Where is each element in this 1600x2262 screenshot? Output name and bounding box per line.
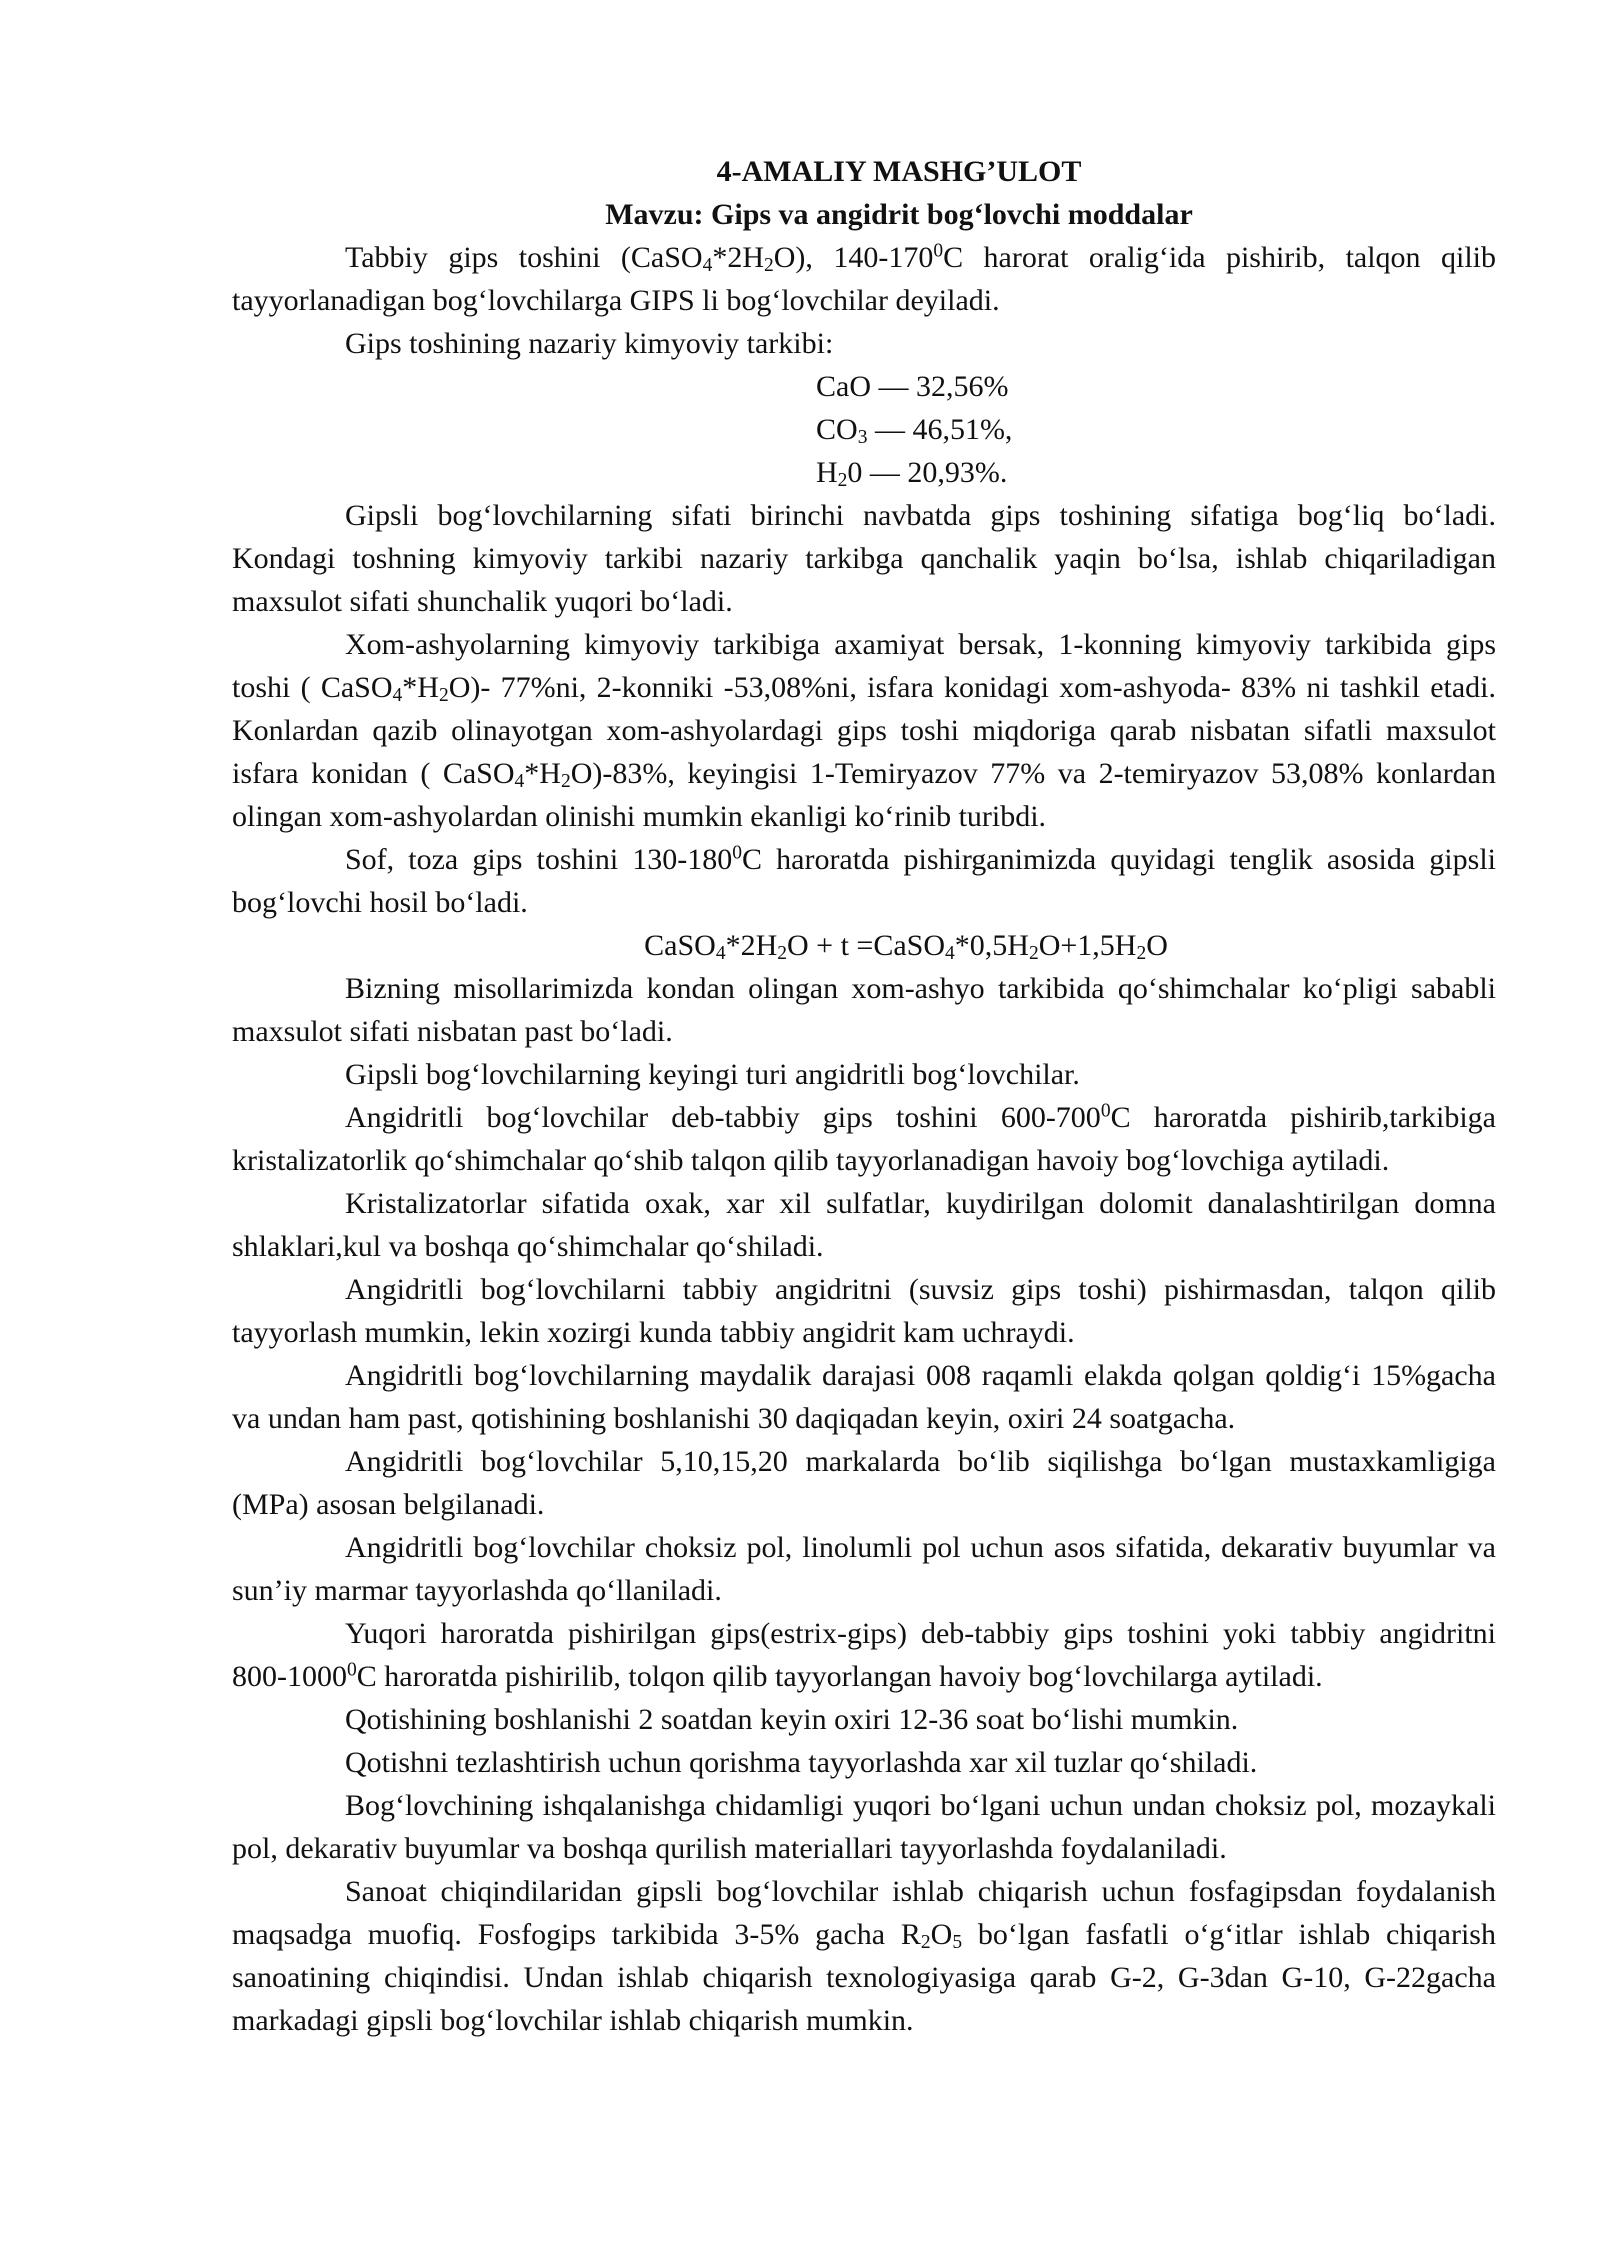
paragraph-gips-definition: Tabbiy gips toshini $(CaSO_4*2H_2O)$, $140-170^0C$ harorat oralig‘ida pishirib, talqon qilib tayyorlanadigan bog‘lovchilarga GIPS li bog‘lovchilar deyiladi. bbox=[232, 240, 1496, 317]
composition-co3: $CO_3$ — 46,51%, bbox=[816, 413, 1013, 448]
paragraph-anhydrite-definition: Angidritli bog‘lovchilar deb-tabbiy gips toshini $600-700^0C$ haroratda pishirib,tarkibiga kristalizatorlik qo‘shimchalar qo‘shib talqon qilib tayyorlanadigan havoiy bog‘lovchiga aytiladi. bbox=[232, 1100, 1496, 1177]
paragraph-impurities: Bizning misollarimizda kondan olingan xom-ashyo tarkibida qo‘shimchalar ko‘pligi sababli maxsulot sifati nisbatan past bo‘ladi. bbox=[232, 972, 1496, 1048]
paragraph-grades: Angidritli bog‘lovchilar 5,10,15,20 markalarda bo‘lib siqilishga bo‘lgan mustaxkamligiga (MPa) asosan belgilanadi. bbox=[232, 1445, 1496, 1521]
paragraph-setting-time: Qotishining boshlanishi 2 soatdan keyin oxiri 12-36 soat bo‘lishi mumkin. bbox=[345, 1703, 1239, 1736]
paragraph-wear-resistance: Bog‘lovchining ishqalanishga chidamligi yuqori bo‘lgani uchun undan choksiz pol, mozaykali pol, dekarativ buyumlar va boshqa qurilish materiallari tayyorlashda foydalaniladi. bbox=[232, 1789, 1496, 1865]
document-body bbox=[232, 150, 1496, 2042]
paragraph-applications: Angidritli bog‘lovchilar choksiz pol, linolumli pol uchun asos sifatida, dekarativ buyumlar va sun’iy marmar tayyorlashda qo‘llaniladi. bbox=[232, 1531, 1496, 1607]
composition-h2o: $H_20$ — 20,93%. bbox=[816, 456, 1008, 491]
paragraph-estrich-gips: Yuqori haroratda pishirilgan gips(estrix-gips) deb-tabbiy gips toshini yoki tabbiy angidritni 800-1000$^0$C haroratda pishirilib, tolqon qilib tayyorlangan havoiy bog‘lovchilarga aytiladi. bbox=[232, 1617, 1496, 1693]
paragraph-crystallizers: Kristalizatorlar sifatida oxak, xar xil sulfatlar, kuydirilgan dolomit danalashtirilgan domna shlaklari,kul va boshqa qo‘shimchalar qo‘shiladi. bbox=[232, 1187, 1496, 1263]
document-title: 4-AMALIY MASHG’ULOT bbox=[716, 155, 1082, 188]
composition-cao: CaO — 32,56% bbox=[816, 370, 1009, 403]
reaction-equation: $CaSO_4*2H_2O + t$ $=CaSO_4*0,5H_2O+1,5H_2O$ bbox=[644, 929, 1168, 964]
paragraph-raw-materials: Xom-ashyolarning kimyoviy tarkibiga axamiyat bersak, 1-konning kimyoviy tarkibida gips toshi ( $CaSO_4*H_2O)-$ 77%ni, 2-konniki -53,08%ni, isfara konidagi xom-ashyoda- 83% ni tashkil etadi. Konlardan qazib olinayotgan xom-ashyolardagi gips toshi miqdoriga qarab nisbatan sifatli maxsulot isfara konidan ( $CaSO_4*H_2O)-83\%$, keyingisi 1-Temiryazov 77% va 2-temiryazov 53,08% konlardan olingan xom-ashyolardan olinishi mumkin ekanligi ko‘rinib turibdi. bbox=[232, 628, 1496, 833]
paragraph-phosphogypsum: Sanoat chiqindilaridan gipsli bog‘lovchilar ishlab chiqarish uchun fosfagipsdan foydalanish maqsadga muofiq. Fosfogips tarkibida 3-5% gacha $R_2O_5$ bo‘lgan fasfatli o‘g‘itlar ishlab chiqarish sanoatining chiqindisi. Undan ishlab chiqarish texnologiyasiga qarab G-2, G-3dan G-10, G-22gacha markadagi gipsli bog‘lovchilar ishlab chiqarish mumkin. bbox=[232, 1875, 1496, 2037]
paragraph-quality: Gipsli bog‘lovchilarning sifati birinchi navbatda gips toshining sifatiga bog‘liq bo‘ladi. Kondagi toshning kimyoviy tarkibi nazariy tarkibga qanchalik yaqin bo‘lsa, ishlab chiqariladigan maxsulot sifati shunchalik yuqori bo‘ladi. bbox=[232, 499, 1496, 618]
paragraph-fineness: Angidritli bog‘lovchilarning maydalik darajasi 008 raqamli elakda qolgan qoldig‘i 15%gacha va undan ham past, qotishining boshlanishi 30 daqiqadan keyin, oxiri 24 soatgacha. bbox=[232, 1359, 1496, 1435]
paragraph-anhydrite-intro: Gipsli bog‘lovchilarning keyingi turi angidritli bog‘lovchilar. bbox=[345, 1058, 1080, 1091]
paragraph-accelerators: Qotishni tezlashtirish uchun qorishma tayyorlashda xar xil tuzlar qo‘shiladi. bbox=[345, 1746, 1258, 1779]
document-subtitle: Mavzu: Gips va angidrit bog‘lovchi moddalar bbox=[605, 198, 1193, 231]
paragraph-composition-intro: Gips toshining nazariy kimyoviy tarkibi: bbox=[345, 327, 834, 360]
paragraph-pure-gips: Sof, toza gips toshini $130-180^0C$ haroratda pishirganimizda quyidagi tenglik asosida gipsli bog‘lovchi hosil bo‘ladi. bbox=[232, 842, 1496, 919]
paragraph-natural-anhydrite: Angidritli bog‘lovchilarni tabbiy angidritni (suvsiz gips toshi) pishirmasdan, talqon qilib tayyorlash mumkin, lekin xozirgi kunda tabbiy angidrit kam uchraydi. bbox=[232, 1273, 1496, 1349]
